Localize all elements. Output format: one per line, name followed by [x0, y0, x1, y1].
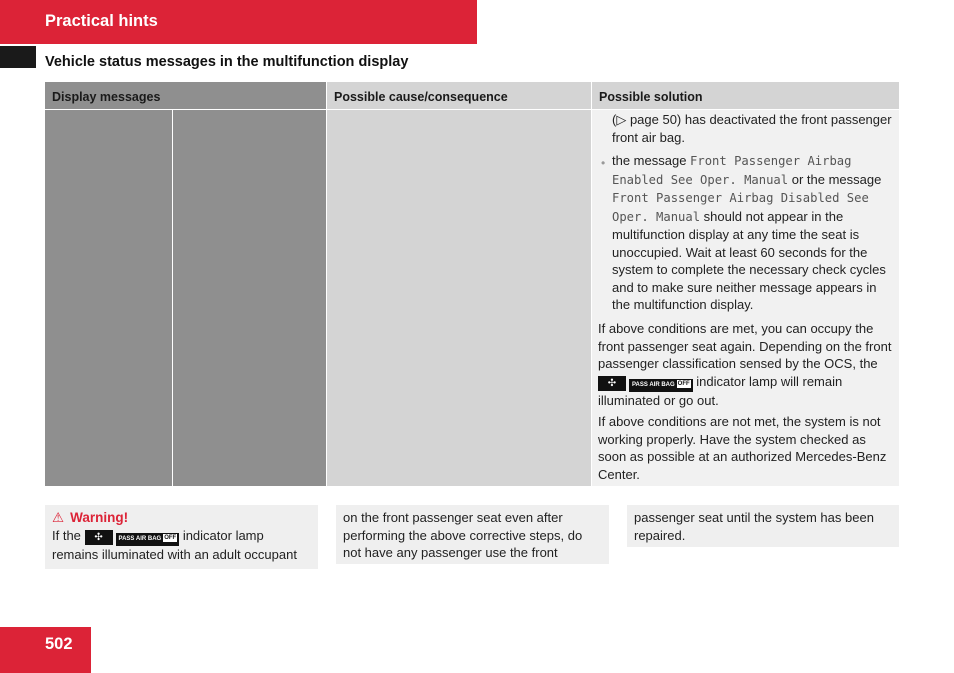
warning-heading: ⚠ Warning! [52, 510, 129, 525]
section-marker [0, 46, 36, 68]
bullet: • [601, 156, 606, 170]
message-enabled: Front Passenger Airbag Enabled See Oper. Manual [612, 154, 852, 187]
warning-triangle-icon: ⚠ [52, 510, 65, 525]
seat-occupant-icon: ✣ [598, 376, 626, 391]
table-cell-cause [327, 110, 591, 486]
solution-paragraph-2 [612, 152, 896, 314]
solution-text: or the message [788, 171, 882, 187]
warning-box-continued: on the front passenger seat even after performing the above corrective steps, do not have any passenger use the front [336, 505, 609, 564]
table-cell-display-message-detail [173, 110, 326, 486]
solution-text: If above conditions are met, you can occupy the front passenger seat again. Depending on the front passenger classification sensed by the OCS, the [598, 321, 892, 371]
pass-air-bag-indicator [85, 527, 180, 546]
section-title: Practical hints [45, 12, 158, 30]
solution-text: the message [612, 153, 691, 168]
solution-paragraph-4: If above conditions are not met, the system is not working properly. Have the system checked as soon as possible at an authorized Mercedes-Benz Center. [598, 414, 887, 482]
warning-text: If the ✣ PASS AIR BAG OFF indicator lamp remains illuminated with an adult occupant [52, 527, 297, 562]
pass-air-bag-off-icon: PASS AIR BAG OFF [116, 533, 180, 546]
column-header-cause: Possible cause/consequence [327, 82, 591, 109]
pass-air-bag-off-icon: PASS AIR BAG OFF [629, 379, 693, 392]
message-disabled: Front Passenger Airbag Disabled See Oper. Manual [612, 191, 869, 224]
seat-occupant-icon: ✣ [85, 530, 113, 545]
solution-paragraph-3 [598, 320, 896, 409]
page-number: 502 [45, 635, 73, 653]
column-header-display-messages: Display messages [45, 82, 326, 109]
warning-box [45, 505, 318, 569]
solution-text: should not appear in the multifunction display at any time the seat is unoccupied. Wait at least 60 seconds for the system to complete the necessary check cycles and to make sure neither message appears in the multifunction display. [612, 208, 886, 312]
table-cell-display-message [45, 110, 172, 486]
page-title: Vehicle status messages in the multifunction display [45, 54, 409, 70]
warning-box-end: passenger seat until the system has been repaired. [627, 505, 899, 547]
column-header-solution: Possible solution [592, 82, 899, 109]
pass-air-bag-indicator [598, 373, 693, 392]
solution-paragraph-1: (▷ page 50) has deactivated the front passenger front air bag. [612, 112, 892, 145]
solution-text: indicator lamp will remain illuminated or go out. [598, 373, 843, 408]
